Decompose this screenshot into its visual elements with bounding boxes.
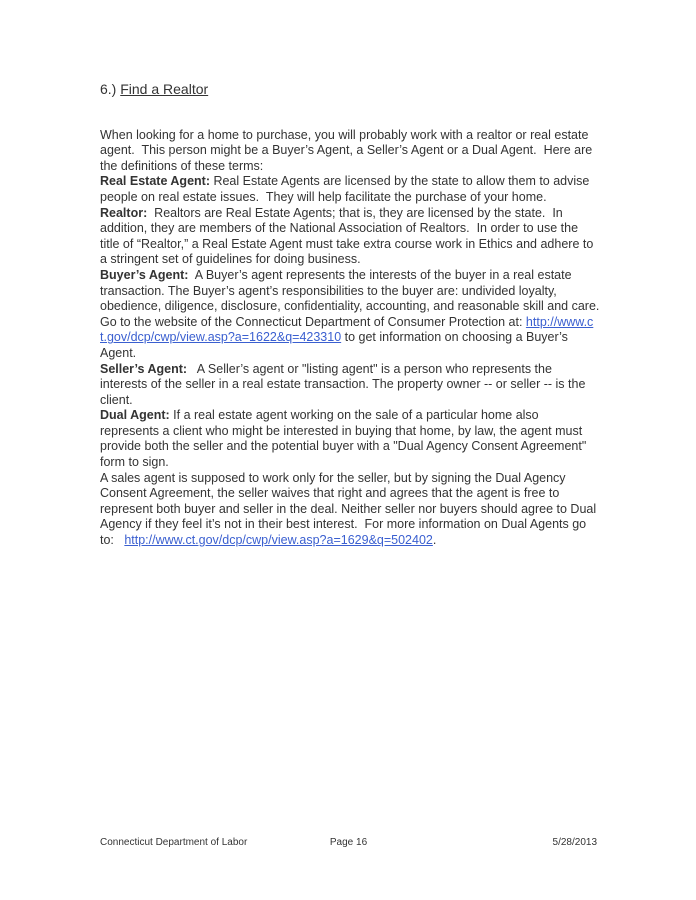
term-text-buyers-agent-after-link: to get information on choosing a Buyer’s Agent.: [100, 330, 571, 360]
term-text-real-estate-agent: Real Estate Agents are licensed by the state to allow them to advise people on real estate issues. They will help facilitate the purchase of your home.: [100, 174, 593, 204]
footer-date: 5/28/2013: [552, 837, 598, 848]
closing-text-before-link: A sales agent is supposed to work only for the seller, but by signing the Dual Agency Consent Agreement, the seller waives that right and agrees that the agent is free to represent both buyer and seller in the deal. Neither seller nor buyers should agree to Dual Agency if they feel it’s not in their best interest. For more information on Dual Agents go to:: [100, 470, 599, 548]
page-title: [100, 82, 600, 98]
consumer-protection-link[interactable]: http://www.ct.gov/dcp/cwp/view.asp?a=1622&q=423310: [100, 314, 594, 345]
section-dual-agent: [100, 408, 600, 470]
section-real-estate-agent: [100, 174, 600, 205]
title-number: 6.): [100, 81, 121, 97]
term-text-dual-agent: If a real estate agent working on the sale of a particular home also represents a client who might be interested in buying that home, by law, the agent must provide both the seller and the potential buyer with a "Dual Agency Consent Agreement" form to sign.: [100, 408, 590, 470]
dual-agents-info-link[interactable]: http://www.ct.gov/dcp/cwp/view.asp?a=1629&q=502402: [124, 533, 433, 548]
term-label-real-estate-agent: Real Estate Agent:: [100, 174, 210, 189]
term-text-realtor: Realtors are Real Estate Agents; that is, they are licensed by the state. In addition, they are members of the National Association of Realtors. In order to use the title of “Realtor,” a Real Estate Agent must take extra course work in Ethics and adhere to a stringent set of guidelines for doing business.: [100, 205, 597, 267]
term-label-buyers-agent: Buyer’s Agent:: [100, 267, 189, 282]
term-text-sellers-agent: A Seller’s agent or "listing agent" is a person who represents the interests of the seller in a real estate transaction. The property owner -- or seller -- is the client.: [100, 361, 589, 407]
section-buyers-agent: [100, 267, 607, 362]
document-body: [100, 81, 607, 549]
closing-paragraph: [100, 471, 600, 549]
intro-paragraph: When looking for a home to purchase, you will probably work with a realtor or real estate agent. This person might be a Buyer’s Agent, a Seller’s Agent or a Dual Agent. Here are the definitions of these terms:: [100, 127, 596, 173]
term-label-dual-agent: Dual Agent:: [100, 408, 170, 423]
section-sellers-agent: [100, 362, 600, 409]
closing-text-after-link: .: [432, 533, 437, 548]
page-footer: [100, 837, 597, 849]
footer-page-number: Page 16: [329, 837, 368, 848]
section-realtor: [100, 206, 600, 268]
term-label-realtor: Realtor:: [100, 205, 148, 220]
footer-organization: Connecticut Department of Labor: [100, 837, 248, 848]
title-text: Find a Realtor: [120, 81, 209, 97]
term-text-buyers-agent-before-link: A Buyer’s agent represents the interests of the buyer in a real estate transaction. The Buyer’s agent’s responsibilities to the buyer are: undivided loyalty, obedience, diligence, disclosure, confidentiality, accounting, and reasonable skill and care. Go to the website of the Connecticut Department of Consumer Protection at:: [100, 267, 607, 329]
term-label-sellers-agent: Seller’s Agent:: [100, 361, 188, 376]
